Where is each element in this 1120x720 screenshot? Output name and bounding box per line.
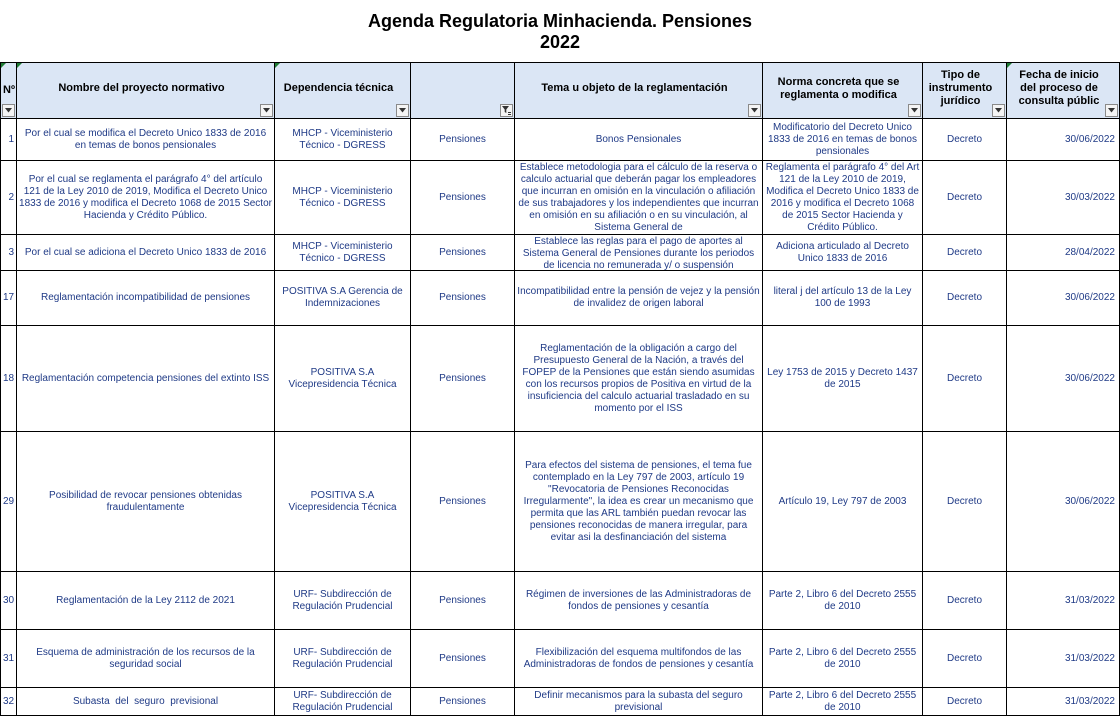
cell-nombre[interactable]: Reglamentación incompatibilidad de pensiones	[17, 271, 275, 326]
table-row	[1, 572, 1120, 630]
cell-tema[interactable]: Reglamentación de la obligación a cargo del Presupuesto General de la Nación, a través del FOPEP de la Pensiones que están siendo asumidas con los recursos propios de Positiva en virtud de la insuficiencia del calculo actuarial trasladado en su momento por el ISS	[515, 326, 763, 432]
comment-marker	[1007, 63, 1012, 68]
cell-dependencia[interactable]: POSITIVA S.A Vicepresidencia Técnica	[275, 432, 411, 572]
dropdown-arrow-icon[interactable]	[260, 104, 273, 117]
table-row	[1, 688, 1120, 716]
table-row	[1, 119, 1120, 161]
cell-nombre[interactable]: Esquema de administración de los recursos de la seguridad social	[17, 630, 275, 688]
cell-area[interactable]: Pensiones	[411, 271, 515, 326]
cell-dependencia[interactable]: URF- Subdirección de Regulación Prudencial	[275, 572, 411, 630]
cell-nombre[interactable]: Por el cual se adiciona el Decreto Unico 1833 de 2016	[17, 235, 275, 271]
cell-dependencia[interactable]: POSITIVA S.A Gerencia de Indemnizaciones	[275, 271, 411, 326]
sheet-title	[0, 0, 1120, 63]
dropdown-arrow-icon[interactable]	[992, 104, 1005, 117]
cell-tema[interactable]: Bonos Pensionales	[515, 119, 763, 161]
cell-nombre[interactable]: Reglamentación competencia pensiones del extinto ISS	[17, 326, 275, 432]
cell-tema[interactable]	[515, 161, 763, 235]
comment-marker	[275, 63, 280, 68]
cell-fecha[interactable]: 31/03/2022	[1007, 630, 1120, 688]
cell-tipo[interactable]: Decreto	[923, 326, 1007, 432]
cell-fecha[interactable]: 30/06/2022	[1007, 271, 1120, 326]
cell-tema[interactable]: Definir mecanismos para la subasta del seguro previsional	[515, 688, 763, 716]
table-row	[1, 271, 1120, 326]
cell-area[interactable]: Pensiones	[411, 119, 515, 161]
table-row	[1, 326, 1120, 432]
cell-dependencia[interactable]: URF- Subdirección de Regulación Prudencial	[275, 688, 411, 716]
cell-tipo[interactable]: Decreto	[923, 235, 1007, 271]
table-row	[1, 235, 1120, 271]
dropdown-arrow-icon[interactable]	[748, 104, 761, 117]
table-row	[1, 161, 1120, 235]
dropdown-arrow-icon[interactable]	[908, 104, 921, 117]
cell-dependencia[interactable]: MHCP - Viceministerio Técnico - DGRESS	[275, 161, 411, 235]
cell-norma[interactable]: Adiciona articulado al Decreto Unico 1833 de 2016	[763, 235, 923, 271]
cell-area[interactable]: Pensiones	[411, 572, 515, 630]
cell-area[interactable]: Pensiones	[411, 432, 515, 572]
cell-dependencia[interactable]: POSITIVA S.A Vicepresidencia Técnica	[275, 326, 411, 432]
cell-dependencia[interactable]: MHCP - Viceministerio Técnico - DGRESS	[275, 235, 411, 271]
table-row	[1, 432, 1120, 572]
col-header-tema: Tema u objeto de la reglamentación	[515, 63, 763, 119]
cell-num[interactable]: 2	[1, 161, 17, 235]
cell-nombre[interactable]: Por el cual se reglamenta el parágrafo 4° del artículo 121 de la Ley 2010 de 2019, Modifica el Decreto Unico 1833 de 2016 y modifica el Decreto 1068 de 2015 Sector Hacienda y Crédito Público.	[17, 161, 275, 235]
header-row	[1, 63, 1120, 119]
cell-tipo[interactable]: Decreto	[923, 271, 1007, 326]
cell-area[interactable]: Pensiones	[411, 688, 515, 716]
cell-tipo[interactable]: Decreto	[923, 432, 1007, 572]
title-line-2: 2022	[539, 32, 581, 52]
cell-dependencia[interactable]: URF- Subdirección de Regulación Prudencial	[275, 630, 411, 688]
cell-tipo[interactable]: Decreto	[923, 119, 1007, 161]
cell-tipo[interactable]: Decreto	[923, 630, 1007, 688]
cell-norma-text: Reglamenta el parágrafo 4° del Art 121 de la Ley 2010 de 2019, Modifica el Decreto Unico 1833 de 2016 y modifica el Decreto 1068 de 2015 Sector Hacienda y Crédito Público.	[765, 161, 920, 233]
cell-area[interactable]: Pensiones	[411, 326, 515, 432]
cell-norma[interactable]: Parte 2, Libro 6 del Decreto 2555 de 2010	[763, 688, 923, 716]
cell-norma[interactable]: literal j del artículo 13 de la Ley 100 de 1993	[763, 271, 923, 326]
cell-area[interactable]: Pensiones	[411, 235, 515, 271]
cell-num[interactable]: 32	[1, 688, 17, 716]
cell-nombre[interactable]: Posibilidad de revocar pensiones obtenidas fraudulentamente	[17, 432, 275, 572]
cell-num[interactable]: 30	[1, 572, 17, 630]
cell-nombre[interactable]: Reglamentación de la Ley 2112 de 2021	[17, 572, 275, 630]
cell-num[interactable]: 17	[1, 271, 17, 326]
col-header-fecha: Fecha de inicio del proceso de consulta públic	[1007, 63, 1120, 119]
cell-tema[interactable]: Incompatibilidad entre la pensión de vejez y la pensión de invalidez de origen laboral	[515, 271, 763, 326]
cell-fecha[interactable]: 30/03/2022	[1007, 161, 1120, 235]
cell-num[interactable]: 3	[1, 235, 17, 271]
cell-nombre[interactable]: Subasta del seguro previsional	[17, 688, 275, 716]
col-header-num: Nº	[1, 63, 17, 119]
comment-marker	[17, 63, 22, 68]
filter-active-icon[interactable]	[500, 104, 513, 117]
col-header-tipo: Tipo de instrumento jurídico	[923, 63, 1007, 119]
cell-dependencia[interactable]: MHCP - Viceministerio Técnico - DGRESS	[275, 119, 411, 161]
cell-tema[interactable]	[515, 235, 763, 271]
cell-norma[interactable]	[763, 161, 923, 235]
cell-tema-text: Establece las reglas para el pago de aportes al Sistema General de Pensiones durante los periodos de licencia no remunerada y/ o suspensión	[522, 235, 755, 270]
cell-tema[interactable]: Para efectos del sistema de pensiones, el tema fue contemplado en la Ley 797 de 2003, artículo 19 "Revocatoria de Pensiones Reconocidas Irregularmente", la idea es crear un mecanismo que permita que las ARL también puedan revocar las pensiones reconocidas de manera irregular, para evitar asi la desfinanciación del sistema	[515, 432, 763, 572]
cell-tema[interactable]: Régimen de inversiones de las Administradoras de fondos de pensiones y cesantía	[515, 572, 763, 630]
cell-fecha[interactable]: 30/06/2022	[1007, 119, 1120, 161]
dropdown-arrow-icon[interactable]	[396, 104, 409, 117]
cell-area[interactable]: Pensiones	[411, 630, 515, 688]
cell-tema-text: Establece metodologia para el cálculo de la reserva o calculo actuarial que deberán pagar los empleadores que incurran en omisión en la vinculación o afiliación de sus trabajadores y los independientes que incurran en omisión en su afiliación o en su vinculación, al Sistema General de	[518, 161, 759, 233]
col-header-norma: Norma concreta que se reglamenta o modifica	[763, 63, 923, 119]
cell-num[interactable]: 1	[1, 119, 17, 161]
col-header-dependencia: Dependencia técnica	[275, 63, 411, 119]
table-row	[1, 630, 1120, 688]
dropdown-arrow-icon[interactable]	[2, 104, 15, 117]
cell-num[interactable]: 31	[1, 630, 17, 688]
cell-norma[interactable]: Parte 2, Libro 6 del Decreto 2555 de 2010	[763, 572, 923, 630]
cell-tipo[interactable]: Decreto	[923, 572, 1007, 630]
cell-fecha[interactable]: 31/03/2022	[1007, 688, 1120, 716]
cell-num[interactable]: 29	[1, 432, 17, 572]
cell-fecha[interactable]: 28/04/2022	[1007, 235, 1120, 271]
dropdown-arrow-icon[interactable]	[1105, 104, 1118, 117]
title-line-1: Agenda Regulatoria Minhacienda. Pensiones	[367, 11, 753, 31]
cell-norma[interactable]: Parte 2, Libro 6 del Decreto 2555 de 2010	[763, 630, 923, 688]
cell-norma[interactable]: Modificatorio del Decreto Unico 1833 de 2016 en temas de bonos pensionales	[763, 119, 923, 161]
cell-tipo[interactable]: Decreto	[923, 161, 1007, 235]
cell-norma[interactable]: Ley 1753 de 2015 y Decreto 1437 de 2015	[763, 326, 923, 432]
col-header-nombre: Nombre del proyecto normativo	[17, 63, 275, 119]
cell-fecha[interactable]: 31/03/2022	[1007, 572, 1120, 630]
col-header-area	[411, 63, 515, 119]
cell-tema[interactable]: Flexibilización del esquema multifondos de las Administradoras de fondos de pensiones y cesantía	[515, 630, 763, 688]
cell-nombre[interactable]: Por el cual se modifica el Decreto Unico 1833 de 2016 en temas de bonos pensionales	[17, 119, 275, 161]
cell-fecha[interactable]: 30/06/2022	[1007, 326, 1120, 432]
cell-tipo[interactable]: Decreto	[923, 688, 1007, 716]
cell-area[interactable]: Pensiones	[411, 161, 515, 235]
cell-num[interactable]: 18	[1, 326, 17, 432]
comment-marker	[1, 63, 6, 68]
cell-fecha[interactable]: 30/06/2022	[1007, 432, 1120, 572]
agenda-table	[0, 62, 1120, 716]
cell-norma[interactable]: Artículo 19, Ley 797 de 2003	[763, 432, 923, 572]
